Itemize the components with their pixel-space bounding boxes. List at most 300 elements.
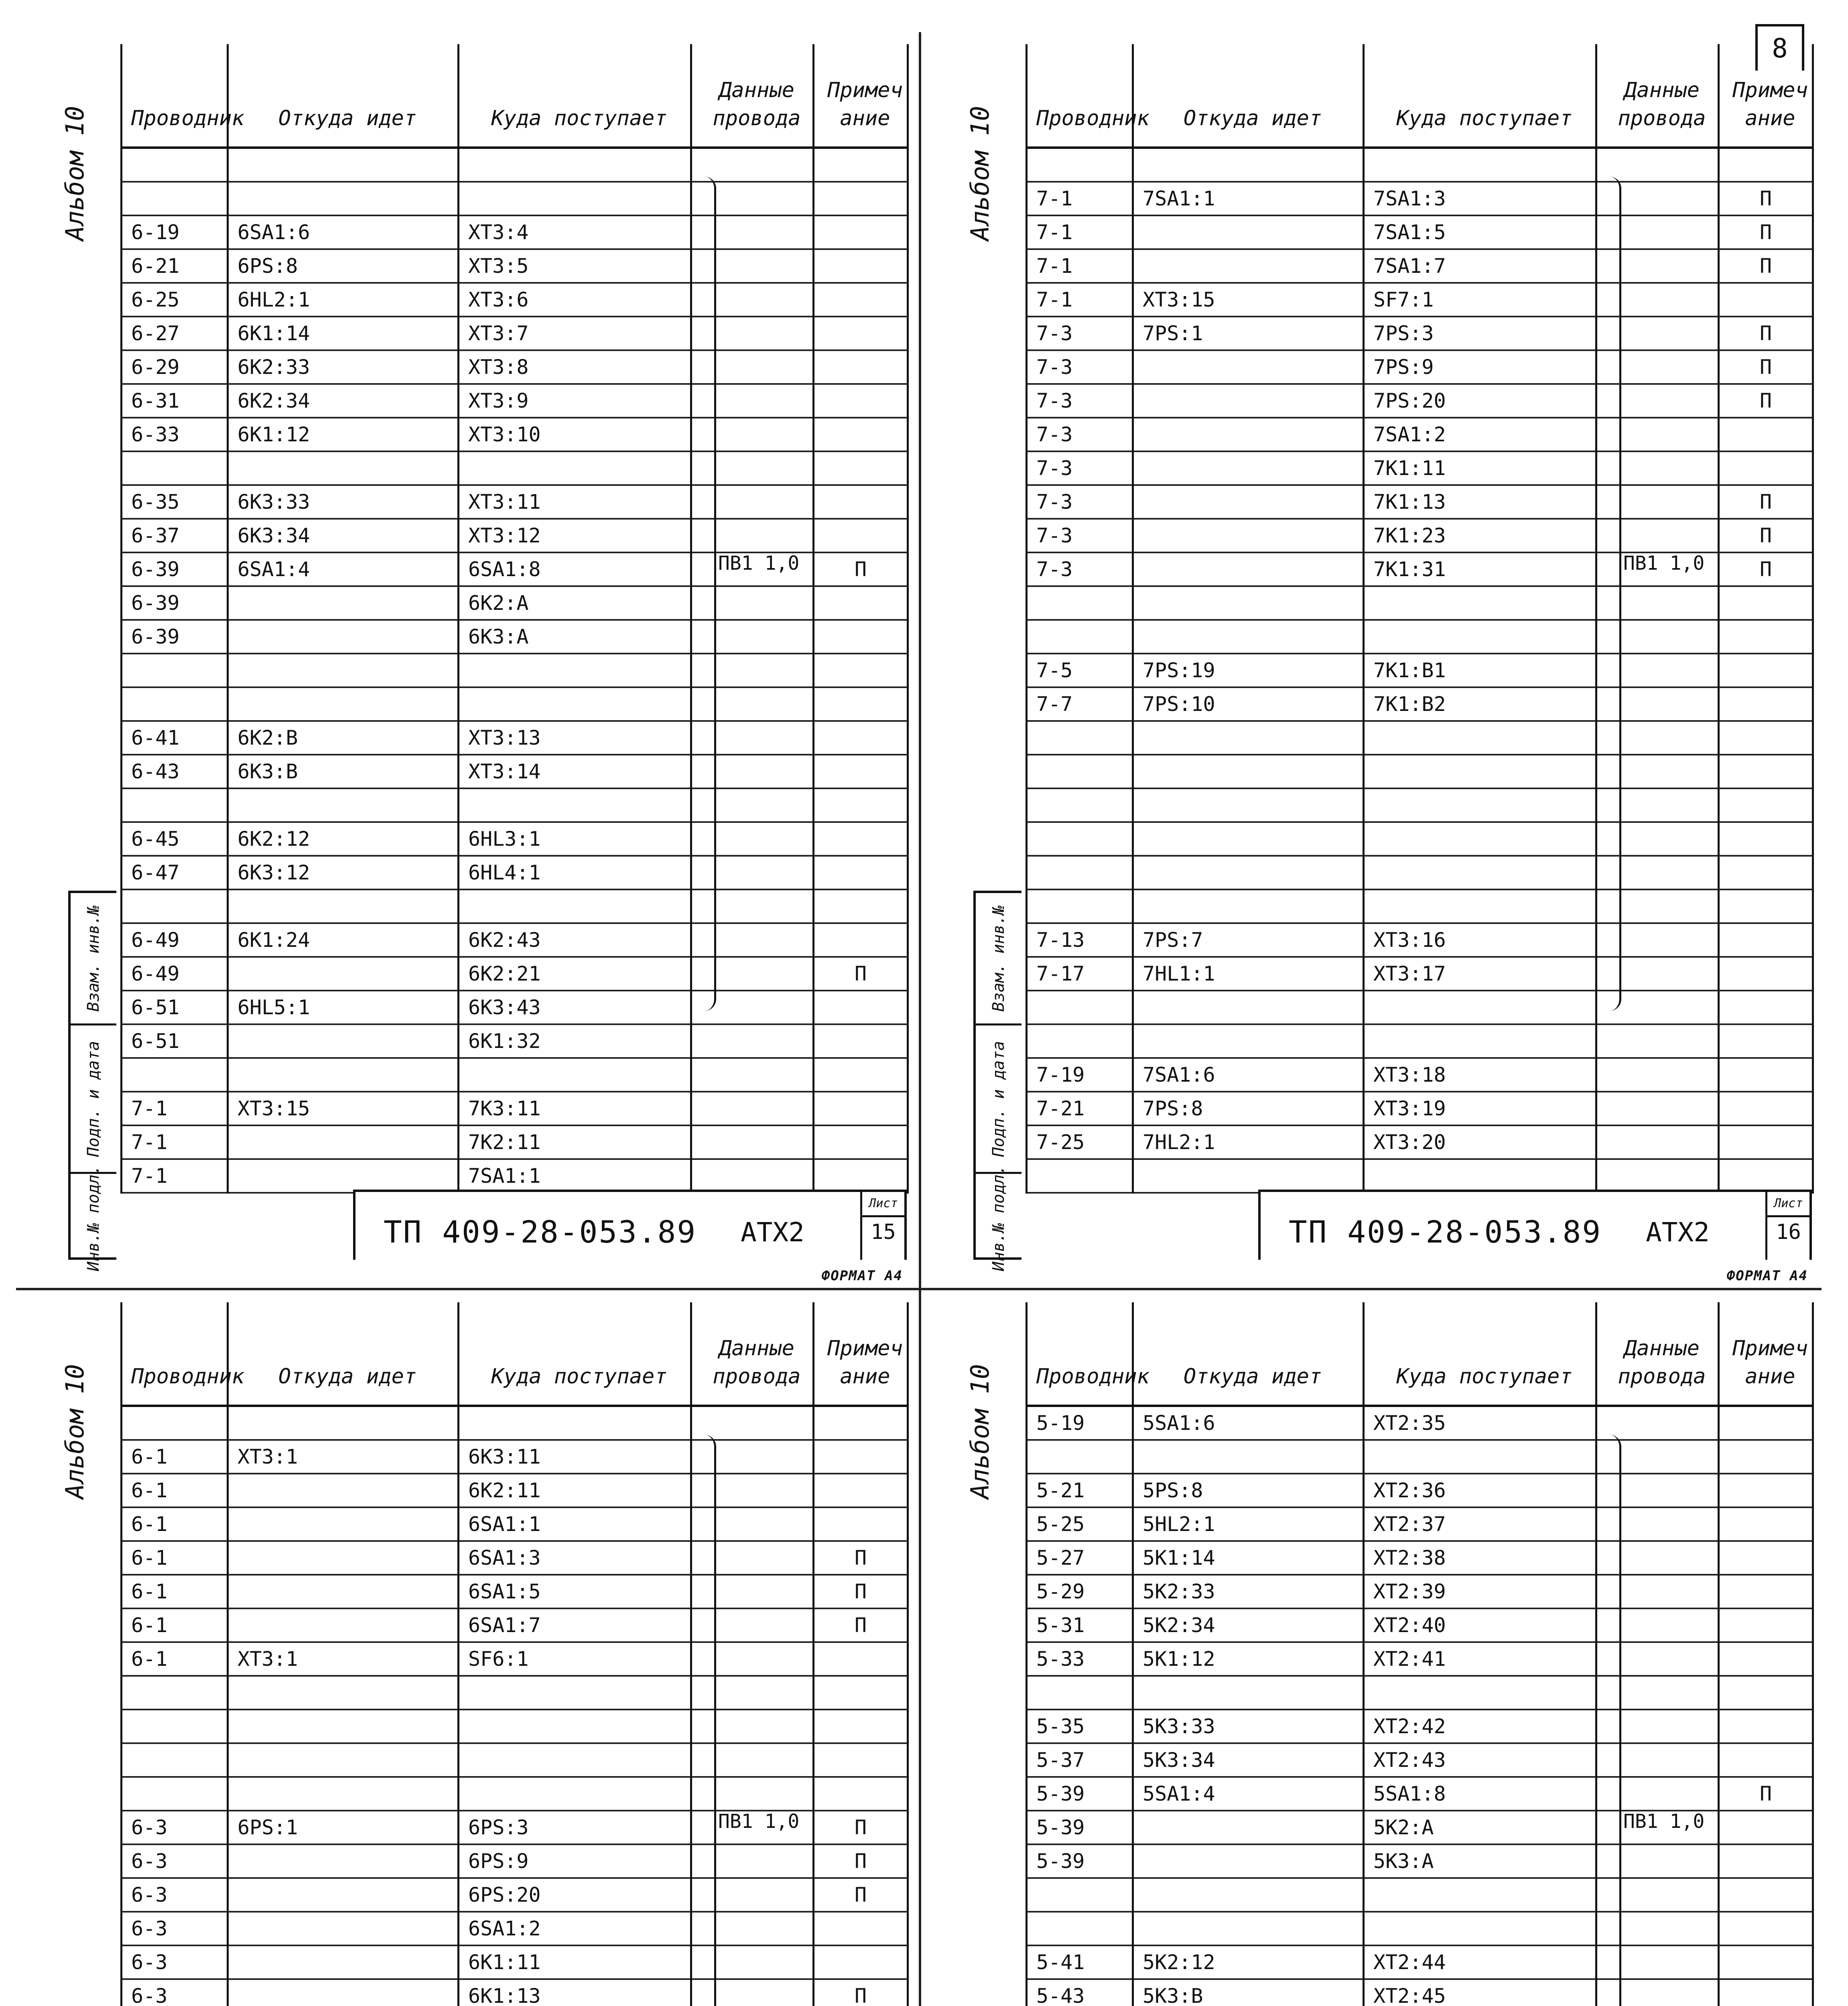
note-cell <box>814 451 908 485</box>
table-row <box>1027 687 1813 721</box>
wire-cell <box>122 1777 228 1811</box>
table-row <box>122 620 908 654</box>
note-cell <box>1719 418 1813 451</box>
from-cell <box>1133 384 1364 418</box>
to-cell <box>459 1777 691 1811</box>
wire-cell: 6-3 <box>122 1912 228 1945</box>
table-row <box>122 317 908 350</box>
note-cell <box>1719 1541 1813 1575</box>
table-row <box>1027 1844 1813 1878</box>
from-cell <box>1133 586 1364 620</box>
note-cell: П <box>1719 519 1813 552</box>
to-cell: XT3:12 <box>459 519 691 552</box>
from-cell <box>228 1575 459 1608</box>
from-cell <box>1133 249 1364 283</box>
from-cell: 5K1:14 <box>1133 1541 1364 1575</box>
table-row <box>1027 215 1813 249</box>
from-cell <box>1133 991 1364 1024</box>
wire-cell: 5-43 <box>1027 1979 1133 2006</box>
wire-cell: 5-27 <box>1027 1541 1133 1575</box>
header-to: Куда поступает <box>1364 1302 1596 1406</box>
note-cell <box>1719 1811 1813 1844</box>
sheet-number: 8 <box>1755 24 1804 71</box>
to-cell: 7PS:3 <box>1364 317 1596 350</box>
album-label: Альбом 10 <box>60 106 89 241</box>
from-cell <box>228 1912 459 1945</box>
from-cell: XT3:1 <box>228 1440 459 1474</box>
to-cell: 6SA1:8 <box>459 552 691 586</box>
wire-cell: 6-19 <box>122 215 228 249</box>
from-cell: 5K1:12 <box>1133 1642 1364 1676</box>
from-cell <box>1133 822 1364 856</box>
to-cell: 7SA1:3 <box>1364 182 1596 215</box>
from-cell: 6K2:B <box>228 721 459 755</box>
list-label: Лист <box>862 1192 904 1217</box>
table-row <box>122 1406 908 1440</box>
wire-group-bracket <box>702 1435 716 2006</box>
wire-cell: 6-51 <box>122 1024 228 1058</box>
to-cell <box>1364 721 1596 755</box>
table-row <box>122 384 908 418</box>
from-cell <box>1133 215 1364 249</box>
from-cell <box>1133 1912 1364 1945</box>
wire-cell <box>122 148 228 182</box>
strip-cell-signature: Подп. и дата <box>976 1025 1021 1174</box>
table-row <box>122 923 908 957</box>
note-cell <box>1719 1575 1813 1608</box>
to-cell: XT3:7 <box>459 317 691 350</box>
table-row <box>122 1743 908 1777</box>
to-cell: XT3:10 <box>459 418 691 451</box>
note-cell <box>814 856 908 889</box>
album-label: Альбом 10 <box>965 106 995 241</box>
sheet-15 <box>16 32 919 1288</box>
note-cell <box>814 1159 908 1193</box>
from-cell <box>1133 148 1364 182</box>
to-cell: XT3:5 <box>459 249 691 283</box>
note-cell <box>814 1642 908 1676</box>
note-cell <box>814 1777 908 1811</box>
table-row <box>122 350 908 384</box>
from-cell: 6K3:B <box>228 755 459 788</box>
wire-cell <box>122 1058 228 1092</box>
note-cell <box>814 1945 908 1979</box>
table-row <box>122 1676 908 1710</box>
to-cell: XT2:43 <box>1364 1743 1596 1777</box>
data-cell <box>691 1092 814 1125</box>
to-cell: XT2:37 <box>1364 1507 1596 1541</box>
strip-cell-inventory: Инв.№ подл. <box>989 1165 1008 1271</box>
note-cell <box>1719 822 1813 856</box>
wire-cell: 7-3 <box>1027 384 1133 418</box>
to-cell: 7SA1:5 <box>1364 215 1596 249</box>
table-row <box>122 755 908 788</box>
wire-data-label: ПВ1 1,0 <box>718 552 800 575</box>
list-box <box>860 1192 904 1260</box>
table-row <box>1027 384 1813 418</box>
from-cell <box>228 620 459 654</box>
from-cell: 5SA1:6 <box>1133 1406 1364 1440</box>
table-row <box>122 485 908 519</box>
sheet-14 <box>16 1290 919 2006</box>
table-row <box>1027 856 1813 889</box>
data-cell <box>1596 1125 1719 1159</box>
table-row <box>122 1710 908 1743</box>
wire-cell: 6-39 <box>122 586 228 620</box>
from-cell: 6HL2:1 <box>228 283 459 317</box>
header-note: Примечание <box>814 1302 908 1406</box>
wire-cell: 7-21 <box>1027 1092 1133 1125</box>
to-cell: 7K1:B1 <box>1364 654 1596 687</box>
table-row <box>122 1878 908 1912</box>
table-row <box>1027 654 1813 687</box>
to-cell: 6SA1:2 <box>459 1912 691 1945</box>
to-cell: 6K3:43 <box>459 991 691 1024</box>
from-cell: 5PS:8 <box>1133 1474 1364 1507</box>
table-row <box>122 1642 908 1676</box>
to-cell <box>1364 991 1596 1024</box>
to-cell: 7SA1:1 <box>459 1159 691 1193</box>
note-cell <box>1719 1159 1813 1193</box>
wire-group-bracket <box>702 177 716 1011</box>
wire-table <box>120 1302 909 2006</box>
table-row <box>1027 148 1813 182</box>
note-cell <box>814 182 908 215</box>
note-cell <box>1719 957 1813 991</box>
header-note: Примечание <box>1719 1302 1813 1406</box>
wire-cell: 7-3 <box>1027 350 1133 384</box>
table-row <box>122 249 908 283</box>
note-cell <box>1719 991 1813 1024</box>
wire-cell: 5-35 <box>1027 1710 1133 1743</box>
to-cell: XT3:6 <box>459 283 691 317</box>
data-cell <box>691 1024 814 1058</box>
from-cell: 6HL5:1 <box>228 991 459 1024</box>
table-row <box>1027 1912 1813 1945</box>
table-row <box>1027 1945 1813 1979</box>
table-row <box>1027 1676 1813 1710</box>
wire-data-label: ПВ1 1,0 <box>718 1810 800 1833</box>
table-row <box>1027 957 1813 991</box>
list-number: 16 <box>1776 1220 1801 1244</box>
wire-cell: 5-39 <box>1027 1844 1133 1878</box>
table-row <box>1027 788 1813 822</box>
wire-cell: 6-51 <box>122 991 228 1024</box>
wire-cell: 5-21 <box>1027 1474 1133 1507</box>
table-row <box>122 654 908 687</box>
table-row <box>122 1474 908 1507</box>
to-cell: SF6:1 <box>459 1642 691 1676</box>
table-row <box>122 283 908 317</box>
table-row <box>1027 721 1813 755</box>
table-row <box>1027 1608 1813 1642</box>
note-cell <box>1719 1945 1813 1979</box>
wire-cell: 6-3 <box>122 1811 228 1844</box>
to-cell <box>459 654 691 687</box>
wire-cell: 6-1 <box>122 1474 228 1507</box>
title-block <box>353 1190 907 1260</box>
to-cell: 6PS:3 <box>459 1811 691 1844</box>
note-cell: П <box>814 552 908 586</box>
from-cell: 6SA1:6 <box>228 215 459 249</box>
note-cell <box>1719 586 1813 620</box>
to-cell: XT2:35 <box>1364 1406 1596 1440</box>
table-row <box>122 519 908 552</box>
table-row <box>1027 1024 1813 1058</box>
to-cell <box>459 148 691 182</box>
data-cell <box>1596 1024 1719 1058</box>
list-box <box>1765 1192 1809 1260</box>
to-cell <box>1364 586 1596 620</box>
note-cell <box>1719 1092 1813 1125</box>
note-cell <box>1719 1710 1813 1743</box>
to-cell <box>459 451 691 485</box>
to-cell: 6PS:9 <box>459 1844 691 1878</box>
wire-data-label: ПВ1 1,0 <box>1623 1810 1705 1833</box>
table-row <box>122 1844 908 1878</box>
wire-cell: 6-39 <box>122 552 228 586</box>
table-row <box>1027 317 1813 350</box>
table-row <box>1027 350 1813 384</box>
wire-cell: 6-1 <box>122 1608 228 1642</box>
wire-cell: 5-37 <box>1027 1743 1133 1777</box>
list-label: Лист <box>1767 1192 1809 1217</box>
from-cell: 7PS:19 <box>1133 654 1364 687</box>
wire-cell: 7-3 <box>1027 552 1133 586</box>
table-row <box>122 1777 908 1811</box>
wire-cell <box>122 451 228 485</box>
from-cell <box>228 788 459 822</box>
from-cell <box>228 1777 459 1811</box>
note-cell: П <box>1719 215 1813 249</box>
wire-cell: 7-1 <box>1027 215 1133 249</box>
wire-cell: 5-39 <box>1027 1811 1133 1844</box>
table-row <box>122 1507 908 1541</box>
note-cell <box>814 822 908 856</box>
from-cell: 5K3:B <box>1133 1979 1364 2006</box>
to-cell: XT3:4 <box>459 215 691 249</box>
note-cell: П <box>1719 350 1813 384</box>
table-row <box>122 1092 908 1125</box>
wire-cell: 5-41 <box>1027 1945 1133 1979</box>
to-cell: 6HL3:1 <box>459 822 691 856</box>
from-cell <box>228 182 459 215</box>
from-cell <box>1133 721 1364 755</box>
from-cell <box>1133 889 1364 923</box>
to-cell: 6SA1:5 <box>459 1575 691 1608</box>
from-cell <box>1133 1440 1364 1474</box>
wire-cell: 6-31 <box>122 384 228 418</box>
note-cell <box>814 1440 908 1474</box>
note-cell <box>1719 1608 1813 1642</box>
wire-cell <box>1027 1440 1133 1474</box>
from-cell: 7PS:8 <box>1133 1092 1364 1125</box>
to-cell: 7K1:11 <box>1364 451 1596 485</box>
header-data: Данные провода <box>1596 1302 1719 1406</box>
wire-cell: 7-3 <box>1027 418 1133 451</box>
note-cell: П <box>814 1541 908 1575</box>
to-cell <box>1364 1912 1596 1945</box>
from-cell <box>228 586 459 620</box>
wire-cell <box>1027 1912 1133 1945</box>
from-cell: 5SA1:4 <box>1133 1777 1364 1811</box>
wire-cell: 6-39 <box>122 620 228 654</box>
to-cell <box>1364 620 1596 654</box>
from-cell <box>228 451 459 485</box>
note-cell: П <box>814 1979 908 2006</box>
document-mark: АТХ2 <box>741 1217 804 1248</box>
from-cell: 7HL2:1 <box>1133 1125 1364 1159</box>
note-cell <box>814 654 908 687</box>
document-mark: АТХ2 <box>1646 1217 1710 1248</box>
note-cell <box>1719 721 1813 755</box>
table-row <box>1027 620 1813 654</box>
from-cell <box>1133 1878 1364 1912</box>
header-to: Куда поступает <box>459 1302 691 1406</box>
header-note: Примечание <box>814 44 908 148</box>
header-wire: Проводник <box>122 1302 228 1406</box>
to-cell: XT3:16 <box>1364 923 1596 957</box>
to-cell: XT2:44 <box>1364 1945 1596 1979</box>
note-cell <box>1719 1844 1813 1878</box>
wire-table <box>1026 44 1814 1194</box>
wire-table <box>1026 1302 1814 2006</box>
title-block <box>1258 1190 1812 1260</box>
wire-cell <box>122 182 228 215</box>
wire-cell <box>1027 822 1133 856</box>
wire-cell: 7-1 <box>1027 283 1133 317</box>
wire-cell: 6-1 <box>122 1642 228 1676</box>
note-cell: П <box>814 1575 908 1608</box>
to-cell: 6SA1:1 <box>459 1507 691 1541</box>
to-cell <box>459 889 691 923</box>
from-cell: XT3:1 <box>228 1642 459 1676</box>
from-cell: 5HL2:1 <box>1133 1507 1364 1541</box>
table-row <box>1027 1507 1813 1541</box>
note-cell <box>1719 856 1813 889</box>
wire-cell <box>122 1406 228 1440</box>
wire-group-bracket <box>1607 1435 1621 2006</box>
from-cell <box>1133 451 1364 485</box>
to-cell: 6K2:A <box>459 586 691 620</box>
data-cell <box>691 1159 814 1193</box>
wire-cell: 7-5 <box>1027 654 1133 687</box>
stamp-strip <box>68 891 116 1271</box>
wire-cell: 7-1 <box>1027 249 1133 283</box>
to-cell: 7PS:20 <box>1364 384 1596 418</box>
note-cell <box>1719 451 1813 485</box>
from-cell: 6K3:33 <box>228 485 459 519</box>
note-cell: П <box>814 1608 908 1642</box>
table-row <box>122 215 908 249</box>
to-cell <box>1364 788 1596 822</box>
from-cell <box>1133 519 1364 552</box>
to-cell: XT3:20 <box>1364 1125 1596 1159</box>
wire-cell: 6-25 <box>122 283 228 317</box>
wire-cell: 6-49 <box>122 923 228 957</box>
to-cell <box>459 1406 691 1440</box>
wire-cell: 5-19 <box>1027 1406 1133 1440</box>
note-cell <box>814 317 908 350</box>
from-cell <box>228 1878 459 1912</box>
to-cell <box>459 1743 691 1777</box>
note-cell <box>814 485 908 519</box>
note-cell: П <box>1719 485 1813 519</box>
wire-cell <box>1027 1676 1133 1710</box>
table-row <box>1027 249 1813 283</box>
wire-cell: 6-47 <box>122 856 228 889</box>
wire-cell <box>1027 1024 1133 1058</box>
header-from: Откуда идет <box>1133 44 1364 148</box>
to-cell: 6HL4:1 <box>459 856 691 889</box>
from-cell <box>1133 1676 1364 1710</box>
to-cell: 7K1:31 <box>1364 552 1596 586</box>
table-row <box>122 451 908 485</box>
to-cell: 7K1:23 <box>1364 519 1596 552</box>
to-cell: 6K1:13 <box>459 1979 691 2006</box>
to-cell: 7PS:9 <box>1364 350 1596 384</box>
to-cell <box>1364 889 1596 923</box>
note-cell <box>814 687 908 721</box>
from-cell <box>228 687 459 721</box>
table-row <box>1027 1406 1813 1440</box>
to-cell: XT3:14 <box>459 755 691 788</box>
from-cell <box>228 1159 459 1193</box>
to-cell <box>459 1676 691 1710</box>
wire-cell <box>1027 620 1133 654</box>
to-cell <box>1364 1159 1596 1193</box>
table-row <box>122 1541 908 1575</box>
table-row <box>122 418 908 451</box>
from-cell: 7PS:10 <box>1133 687 1364 721</box>
from-cell: 6K3:34 <box>228 519 459 552</box>
to-cell <box>459 1710 691 1743</box>
wire-cell <box>1027 148 1133 182</box>
note-cell <box>1719 1979 1813 2006</box>
wire-cell: 6-43 <box>122 755 228 788</box>
from-cell <box>1133 620 1364 654</box>
table-row <box>1027 1710 1813 1743</box>
header-from: Откуда идет <box>228 44 459 148</box>
note-cell <box>1719 1125 1813 1159</box>
data-cell <box>691 1058 814 1092</box>
wire-cell <box>1027 788 1133 822</box>
wire-cell: 6-27 <box>122 317 228 350</box>
wire-cell <box>1027 1159 1133 1193</box>
from-cell <box>228 1844 459 1878</box>
note-cell <box>1719 1912 1813 1945</box>
header-to: Куда поступает <box>1364 44 1596 148</box>
wire-cell: 6-33 <box>122 418 228 451</box>
note-cell <box>1719 654 1813 687</box>
wire-cell <box>122 1676 228 1710</box>
note-cell <box>1719 1024 1813 1058</box>
table-row <box>122 1024 908 1058</box>
from-cell: 7PS:7 <box>1133 923 1364 957</box>
wire-cell: 6-1 <box>122 1575 228 1608</box>
from-cell <box>228 1406 459 1440</box>
from-cell <box>1133 1159 1364 1193</box>
from-cell: 6K2:34 <box>228 384 459 418</box>
table-row <box>122 721 908 755</box>
table-row <box>1027 1743 1813 1777</box>
from-cell: 7PS:1 <box>1133 317 1364 350</box>
wire-cell: 6-21 <box>122 249 228 283</box>
format-label: ФОРМАТ А4 <box>1726 1268 1808 1284</box>
data-cell <box>1596 1058 1719 1092</box>
table-row <box>1027 586 1813 620</box>
note-cell: П <box>814 957 908 991</box>
